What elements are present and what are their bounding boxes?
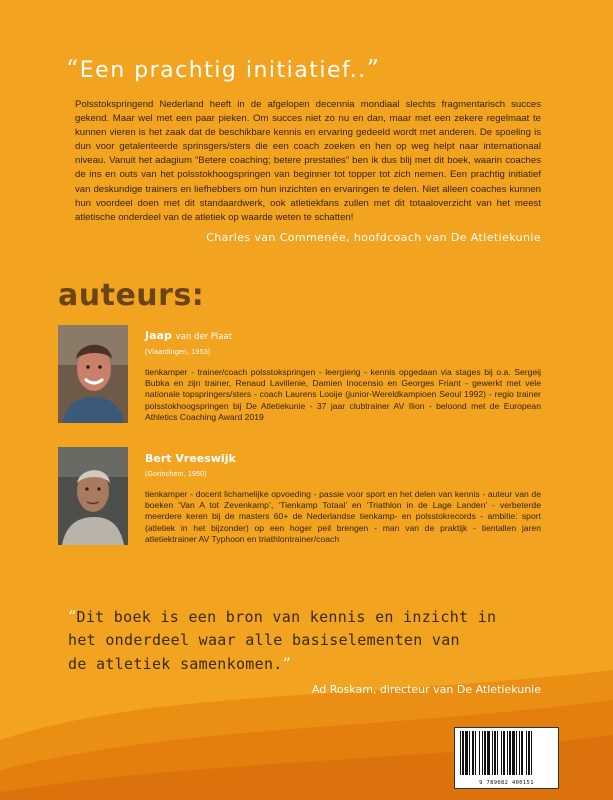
- author-photo-bert: [58, 447, 128, 545]
- author-surname: van der Plaat: [175, 332, 233, 342]
- close-quote: ”: [366, 55, 381, 83]
- closing-quote-line: “Dit boek is een bron van kennis en inzicht in: [68, 607, 497, 626]
- intro-heading-text: Een prachtig initiatief..: [79, 58, 367, 83]
- closing-quote: [68, 605, 546, 676]
- intro-heading: [66, 55, 380, 83]
- intro-text: Polsstokspringend Nederland heeft in de afgelopen decennia mondiaal slechts fragmentarisch succes gekend. Maar wel met een paar pieken. Om succes niet zo nu en dan, maar met een zekere regelmaat te kunnen vieren is het zaak dat de beschikbare kennis en ervaring gedeeld wordt met anderen. De spoeling is dun voor getalenteerde sprinsgers/sters die een coach zoeken en hen op weg helpt naar internationaal niveau. Vanuit het adagium “Betere coaching; betere prestaties” ben ik dus blij met dit boek, waarin coaches de ins en outs van het polsstokhoogspringen van beginner tot topper tot zich nemen. Een prachtig initiatief van deskundige trainers en liefhebbers om hun inzichten en ervaringen te delen. Niet alleen coaches kunnen hun voordeel doen met dit standaardwerk, ook atletiekfans zullen met dit totaaloverzicht van het meest atletische onderdeel van de atletiek op waarde weten te schatten!: [75, 99, 541, 223]
- closing-attribution: Ad Roskam, directeur van De Atletiekunie: [311, 683, 541, 696]
- author-first-name: Jaap: [145, 329, 172, 342]
- author-first-name: Bert Vreeswijk: [145, 452, 236, 465]
- authors-title: auteurs:: [58, 278, 205, 313]
- author-photo-jaap: [58, 325, 128, 423]
- author-origin: (Gorinchem, 1950): [145, 471, 207, 478]
- closing-quote-line: de atletiek samenkomen.”: [68, 654, 292, 673]
- barcode-bars: [458, 731, 554, 775]
- author-bio: tienkamper - docent lichamelijke opvoeding - passie voor sport en het delen van kennis - auteur van de boeken ‘Van A tot Zevenkamp’, ‘Tienkamp Totaal’ en ‘Triathlon in de Lage Landen’ - verbeterde meerdere keren bij de masters 60+ de Nederlandse tienkamp- en polsstokrecords - ambitie: sport (atletiek in het bijzonder) op een hoger peil brengen - man van de praktijk - tientallen jaren atletiektrainer AV Typhoon en triathlontrainer/coach: [145, 489, 541, 544]
- closing-quote-line: het onderdeel waar alle basiselementen van: [68, 631, 460, 649]
- author-name-bert: [145, 452, 236, 465]
- author-name-jaap: [145, 329, 232, 342]
- author-bio: tienkamper - trainer/coach polsstokspringen - leergierig - kennis opgedaan via stages bij o.a. Sergeij Bubka en zijn trainer, Renaud Lavillenie, Damien Inocensio en Georges Friant - gewerkt met vele nationale topspringers/sters - coach Laurens Looije (junior-Wereldkampioen Seoul 1992) - regio trainer polsstokhoogspringen bij De Atletiekunie - 37 jaar clubtrainer AV Ilion - beloond met de European Athletics Coaching Award 2019: [145, 367, 541, 422]
- intro-attribution: Charles van Commenée, hoofdcoach van De Atletiekunie: [206, 231, 541, 244]
- isbn-number: 9 789082 400151: [479, 780, 534, 786]
- open-quote: “: [66, 55, 80, 83]
- open-quote: “: [68, 607, 77, 626]
- author-origin: (Vlaardingen, 1953): [145, 349, 211, 356]
- isbn-barcode: [454, 727, 559, 789]
- close-quote: ”: [282, 654, 292, 673]
